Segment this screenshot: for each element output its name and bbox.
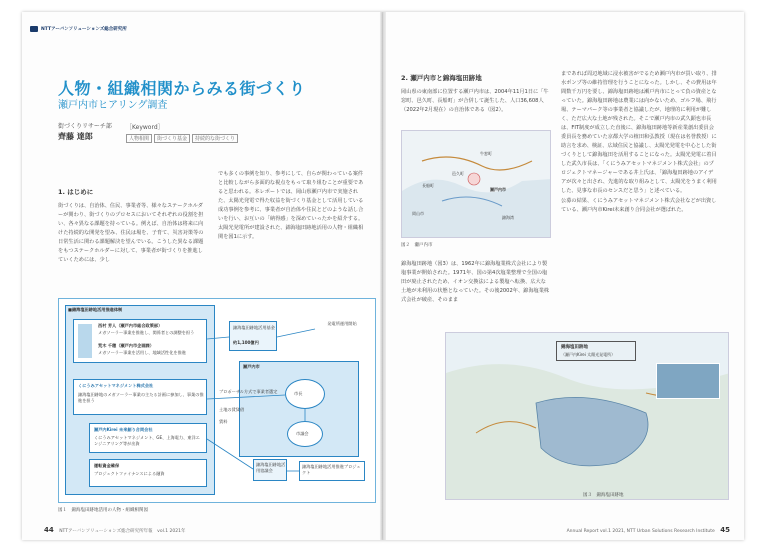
diagram-arrows [59, 299, 377, 504]
company-box: くにうみアセットマネジメント株式会社 錦海塩田跡地のメガソーラー事業の主たる計画に参加し、事業の推進を担う [73, 379, 207, 415]
plant-start-label: 発電所運用開始 [327, 321, 357, 326]
keyword-label: ［Keyword］ [126, 124, 164, 131]
map-label: 錦海湾 [502, 215, 514, 220]
right-footer [567, 526, 730, 534]
keyword-tag: 人物相関 [126, 134, 152, 143]
fund-box: 錦海塩田跡地活用基金 約1,100億円 [229, 321, 277, 351]
body-text: まであれば周辺地域に浸水被害がでるため瀬戸内市が買い取り、排水ポンプ等の維持管理を行うことになった。しかし、その費用は年間数千万円を要し、錦海塩田跡地は瀬戸内市にとって負の資産となっていた。錦海塩田跡地は農業には向かないため、ゴルフ場、飛行場、テーマパーク等の事業者と協議したが、地理的に利用が難しく、ただ広大な土地が残された。そこで瀬戸内市の武久顕也市長は、FIT制度が成立した直後に、錦海塩田跡地等新産業創出委員会委員長を務めていた京都大学の植田和弘教授（現在は名誉教授）に助言を求め、検証、広域住民と協議し、太陽光発電を中心とした街づくりとして錦海塩田を活用することになった。太陽光発電に着目した武久市長は、「くにうみアセットマネジメント株式会社」のプロジェクトマネージャーである井上氏は、「錦海塩田跡地のアイデアが次々と出され、先進的な取り組みとして、太陽光をうまく利用した、見事な市長のセンスだと思う」と述べている。 [561, 71, 717, 194]
kirei-box: 錦海塩田跡地活用協議会 [253, 459, 287, 481]
body-text: 錦海塩田跡地（図3）は、1962年に錦海塩業株式会社により製塩事業が開始された。1971年、国の第4次塩業整理で全国の塩田が廃止されたため、イオン交換法による製塩へ転換、広大な土地が未利用の状態となっていた。その後2002年、錦海塩業株式会社が破産、そのまま [401, 261, 550, 303]
author-block [58, 122, 112, 142]
keyword-tag: 街づくり基金 [154, 134, 190, 143]
org-diagram [58, 298, 376, 503]
section1-heading: 1. はじめに [58, 188, 94, 196]
section2-col2 [561, 70, 717, 216]
city-label: 瀬戸内市 [243, 364, 260, 369]
author-dept: 街づくりリサーチ部 [58, 123, 112, 130]
section1-col1 [58, 188, 208, 266]
arrow-label: 土地の賃貸借 [219, 407, 245, 412]
logo-mark-icon [30, 26, 38, 32]
diagram-main-title: ■錦海塩田跡地活用推進体制 [68, 307, 123, 312]
fig2-caption: 図２ 瀬戸内市 [401, 243, 433, 248]
fig3-caption: 図３ 錦海塩田跡地 [583, 493, 624, 498]
fig3-title-box: 錦海塩田跡地 （瀬戸内Kirei 太陽光発電所） [556, 341, 636, 361]
arrow-label: プロポーザル方式で事業者選定 [219, 389, 278, 394]
section1-col2 [218, 170, 368, 243]
left-footer [44, 526, 186, 534]
article-subtitle: 瀬戸内市ヒアリング調査 [58, 100, 168, 111]
section2-heading: 2. 瀬戸内市と錦海塩田跡地 [401, 74, 482, 82]
page-number: 44 [44, 526, 54, 534]
arrow-label: 賃料 [219, 419, 228, 424]
body-text: 公募の結果、くにうみアセットマネジメント株式会社などが出資している、瀬戸内市Kirei未来創り合同会社が選ばれた。 [561, 198, 717, 213]
body-text: 岡山県の東南部に位置する瀬戸内市は、2004年11月1日に「牛窓町、邑久町、長船町」が合併して誕生した、人口36,608人（2022年2月現在）の自治体である（図2）。 [401, 89, 549, 113]
map-label: 岡山市 [412, 211, 424, 216]
mayor-circle: 市長 [285, 379, 325, 409]
keyword-block [126, 122, 238, 143]
subcompany-box: 瀬戸内Kirei 未来創り合同会社 くにうみアセットマネジメント、GE、上海電力、東洋エンジニアリング等が出資 [89, 423, 207, 453]
footer-text: NTTアーバンソリューションズ総合研究所年報 vol.1 2021年 [59, 529, 186, 534]
section2-col1b [401, 260, 551, 306]
left-page [22, 12, 383, 540]
city-map [401, 130, 551, 238]
footer-text: Annual Report vol.1 2021, NTT Urban Solutions Research Institute [566, 529, 715, 534]
right-page [383, 12, 744, 540]
map-label: 邑久町 [452, 171, 464, 176]
section2-col1 [401, 74, 551, 116]
aerial-photo [656, 363, 720, 399]
keyword-tag: 持続的な街づくり [192, 134, 238, 143]
diagram-caption: 図１ 錦海塩田跡地活用の人物・組織相関図 [58, 508, 148, 513]
page-number: 45 [720, 526, 730, 534]
project-box: 錦海塩田跡地活用推進プロジェクト [299, 461, 365, 481]
person-box: 西村 芳人（瀬戸内市総合政策部） メガソーラー事業を推進し、関係者との調整を担う 荒木 千穂（瀬戸内市企画課） メガソーラー事業を活用し、地域活性化を推進 [73, 319, 207, 363]
book-spine [380, 12, 386, 540]
article-title: 人物・組織相関からみる街づくり [58, 79, 306, 98]
bank-box: 運転資金確保 プロジェクトファイナンスによる融資 [89, 459, 207, 487]
body-text: でも多くの事例を知り、参考にして、自らが関わっている案件と比較しながら多面的な視点をもって取り組むことが重要であると思われる。本レポートでは、岡山県瀬戸内市で実施された、太陽光発電で得た収益を街づくり基金として活用している成功事例を参考に、事業者が自治体や住民とどのような話し合いを行い、お互いの「納得感」を深めていったかを紹介する。太陽光発電所が建設された、錦海塩田跡地活用の人物・組織相関を図1に示す。 [218, 171, 364, 240]
body-text: 街づくりは、自治体、住民、事業者等、様々なステークホルダーが関わり、街づくりのプロセスにおいてそれぞれの役割を担い、各々異なる課題を持っている。例えば、自治体は将来に向けた持続的な開発を望み、住民は場を、子育て、災害対策等の日常生活に関わる課題解決を望んでいる。こうした異なる課題をもつステークホルダーに対して、事業者が街づくりを推進していくためには、少し [58, 203, 204, 263]
map-label: 瀬戸内市 [490, 187, 506, 192]
map-label: 牛窓町 [480, 151, 492, 156]
site-map [445, 332, 729, 500]
header-logo: NTTアーバンソリューションズ総合研究所 [30, 26, 127, 32]
author-name: 齊藤 達郎 [58, 132, 93, 141]
map-label: 長船町 [422, 183, 434, 188]
council-circle: 市議会 [287, 421, 323, 447]
